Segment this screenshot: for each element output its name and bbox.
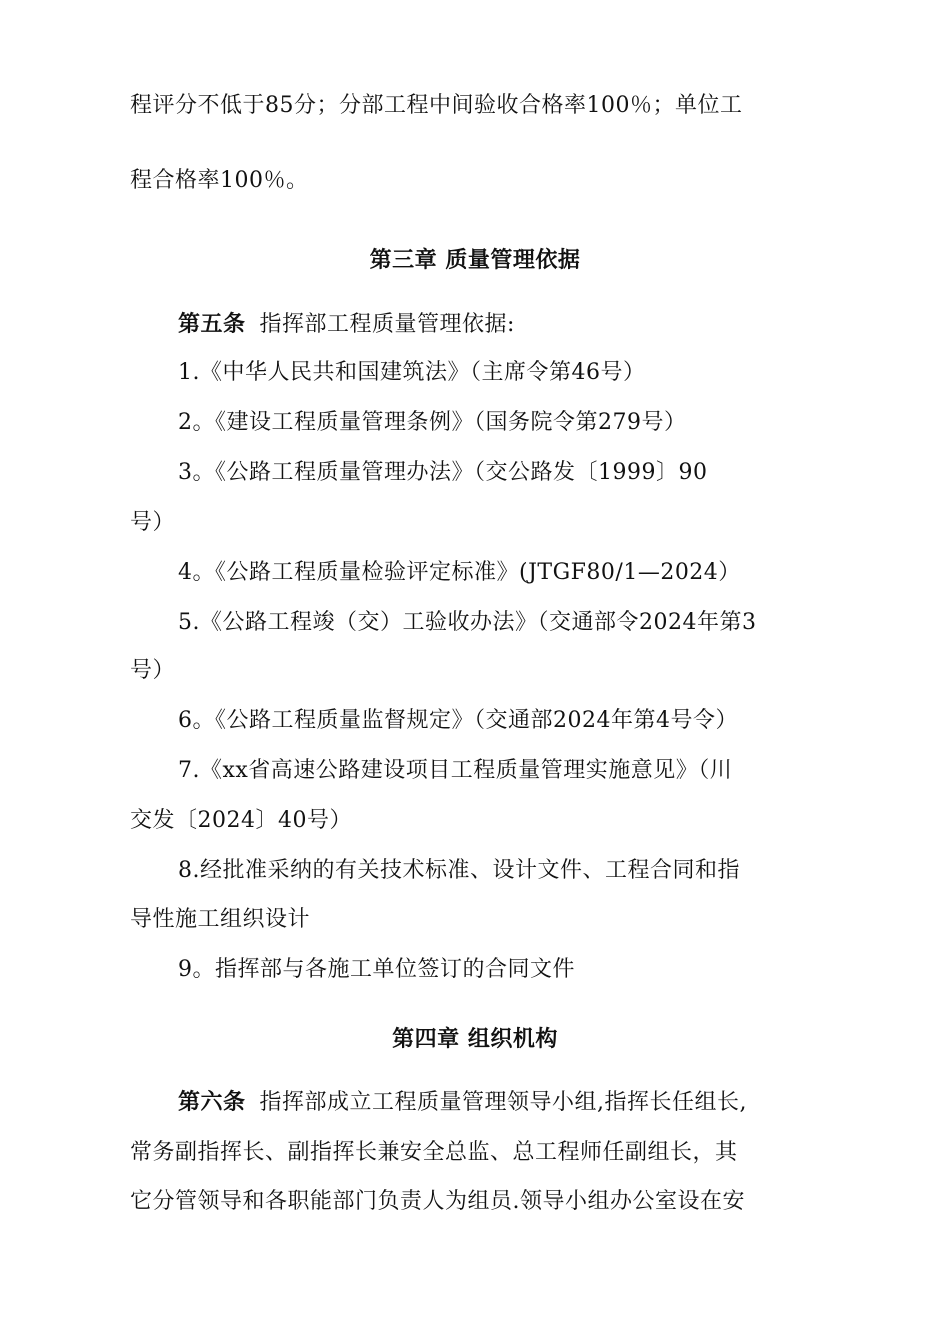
basis-item-2: 2。《建设工程质量管理条例》（国务院令第279号） (178, 410, 687, 435)
chapter-3-title: 第三章 质量管理依据 (369, 248, 581, 273)
basis-item-5-cont: 号） (130, 658, 176, 683)
article-6-line-1 (178, 1088, 747, 1118)
basis-item-3: 3。《公路工程质量管理办法》（交公路发〔1999〕90 (178, 460, 708, 485)
article-6-line-3: 它分管领导和各职能部门负责人为组员.领导小组办公室设在安 (130, 1189, 745, 1214)
intro-line-2: 程合格率100％。 (130, 168, 309, 193)
basis-item-8: 8.经批准采纳的有关技术标准、设计文件、工程合同和指 (178, 858, 740, 883)
article-5 (178, 310, 515, 340)
intro-line-1: 程评分不低于85分；分部工程中间验收合格率100％；单位工 (130, 93, 743, 118)
basis-item-7: 7.《xx省高速公路建设项目工程质量管理实施意见》（川 (178, 758, 733, 783)
basis-item-6: 6。《公路工程质量监督规定》（交通部2024年第4号令） (178, 708, 738, 733)
article-6-label: 第六条 (178, 1090, 246, 1115)
basis-item-3-cont: 号） (130, 510, 176, 535)
article-6-text: 指挥部成立工程质量管理领导小组,指挥长任组长, (259, 1090, 748, 1115)
basis-item-9: 9。指挥部与各施工单位签订的合同文件 (178, 957, 575, 982)
basis-item-1: 1.《中华人民共和国建筑法》（主席令第46号） (178, 360, 646, 385)
chapter-4-title: 第四章 组织机构 (392, 1027, 558, 1052)
basis-item-5: 5.《公路工程竣（交）工验收办法》（交通部令2024年第3 (178, 610, 757, 635)
basis-item-7-cont: 交发〔2024〕40号） (130, 808, 352, 833)
article-6-line-2: 常务副指挥长、副指挥长兼安全总监、总工程师任副组长，其 (130, 1140, 738, 1165)
article-5-text: 指挥部工程质量管理依据: (259, 312, 515, 337)
article-5-label: 第五条 (178, 312, 246, 337)
basis-item-8-cont: 导性施工组织设计 (130, 907, 311, 932)
basis-item-4: 4。《公路工程质量检验评定标准》(JTGF80/1—2024） (178, 560, 741, 585)
